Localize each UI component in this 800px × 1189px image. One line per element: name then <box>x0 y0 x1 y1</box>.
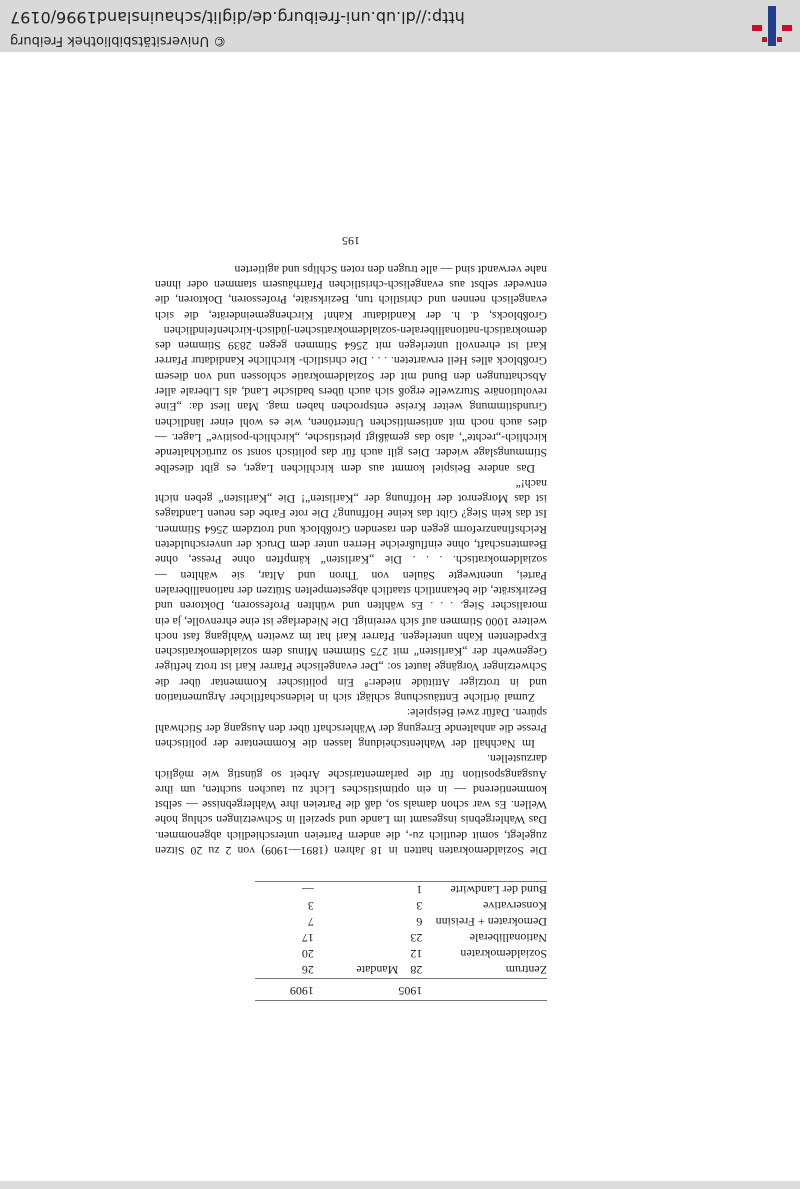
copyright-notice: © Universitätsbibliothek Freiburg <box>10 33 227 48</box>
party-name: Zentrum <box>505 963 547 977</box>
paragraph: Die Sozialdemokraten hatten in 18 Jahren (1891—1909) von 2 zu 20 Sitzen zugelegt, somit deutlich zu-, die andern Parteien unterschiedlich abgenommen. Das Wahlergebnis insgesamt im Lande und speziell in Schwetzingen schlug hohe Wellen. Es war schon damals so, daß die Parteien ihre Wahlergebnisse — selbst kommentierend — in ein optimistisches Licht zu tauchen suchten, um ihre Ausgangsposition für die parlamentarische Arbeit so günstig wie möglich darzustellen. <box>155 752 547 858</box>
table-row <box>255 914 547 930</box>
table-row <box>255 930 547 946</box>
seats-1909: 17 <box>301 931 314 945</box>
unit-label: Mandate <box>356 963 399 977</box>
document-url-link[interactable]: http://dl.ub.uni-freiburg.de/diglit/schauinsland1996/0197 <box>10 8 465 27</box>
unit-label <box>314 898 399 914</box>
paragraph: Im Nachhall der Wahlentscheidung lassen die Kommentare der politischen Presse die anhaltende Erregung der Wählerschaft über den Ausgang der Stichwahl spüren. Dafür zwei Beispiele: <box>155 706 547 751</box>
table-row <box>255 962 547 979</box>
university-library-logo-icon[interactable] <box>748 6 796 46</box>
election-results-table <box>255 881 547 1001</box>
footer-band <box>0 1181 800 1189</box>
table-row <box>255 898 547 914</box>
seats-1909: 26 <box>301 963 314 977</box>
party-name: Sozialdemokraten <box>460 947 547 961</box>
table-row <box>255 882 547 899</box>
seats-1905: 1 <box>398 882 422 899</box>
seats-1905: 23 <box>410 931 423 945</box>
seats-1905: 6 <box>416 915 423 929</box>
unit-label <box>314 946 399 962</box>
unit-label <box>314 882 399 899</box>
viewer-header-band <box>0 0 800 52</box>
seats-1905: 28 <box>410 963 423 977</box>
party-name: Konservative <box>483 899 547 913</box>
seats-1905: 3 <box>416 899 423 913</box>
unit-label <box>314 930 399 946</box>
party-name: Nationalliberale <box>469 931 547 945</box>
party-name: Demokraten + Freisinn <box>435 915 547 929</box>
table-header-1909: 1909 <box>255 979 314 1001</box>
seats-1909: 20 <box>301 947 314 961</box>
table-header-1905: 1905 <box>398 979 422 1001</box>
page-content <box>155 233 547 1001</box>
table-row <box>255 946 547 962</box>
table-header-unit <box>314 979 399 1001</box>
paragraph: Das andere Beispiel kommt aus dem kirchlichen Lager, es gibt dieselbe Stimmungslage wieder. Dies gilt auch für das politisch sonst so zurückhaltende kirchlich-„rechte“, also das gemäßigt pietistische, „kirchlich-positive“ Lager. — dies auch noch mit antisemitischen Untertönen, wie es wohl einer ländlichen Grundstimmung weiter Kreise entsprochen haben mag. Man liest da: „Eine revolutionäre Sturzwelle ergoß sich auch übers badische Land, als Liberale aller Abschattungen den Bund mit der Sozialdemokratie schlossen und von diesem Großblock alles Heil erwarteten. . . . Die christlich- kirchliche Kandidatur Pfarrer Karl ist ehrenvoll unterlegen mit 2564 Stimmen gegen 2839 Stimmen des demokratisch-nationalliberalen-sozialdemokratischen-jüdisch-kirchenfeindlichen Großblocks, d. h. der Kandidatur Kahn! Kirchengemeinderäte, die sich evangelisch nennen und christlich tun, Bezirksräte, Professoren, Doktoren, die entweder selbst aus evangelisch-christlichen Pfarrhäusern stammen oder ihnen nahe verwandt sind — alle trugen den roten Schlips und agitierten <box>155 262 547 476</box>
seats-1909: 7 <box>307 915 314 929</box>
seats-1909: — <box>255 882 314 899</box>
body-text <box>155 261 547 858</box>
seats-1905: 12 <box>410 947 423 961</box>
table-header-party <box>422 979 547 1001</box>
paragraph: Zumal örtliche Enttäuschung schlägt sich in leidenschaftlicher Argumentation und in trotziger Attitüde nieder:⁸ Ein politischer Kommentar über die Schwetzinger Vorgänge lautet so: „Der evangelische Pfarrer Karl ist trotz heftiger Gegenwehr der „Karlisten“ mit 275 Stimmen Minus dem sozialdemokratischen Expedienten Kahn unterlegen. Pfarrer Karl hat im zweiten Wahlgang fast noch weitere 1000 Stimmen auf sich vereinigt. Die Niederlage ist eine ehrenvolle, ja ein moralischer Sieg. . . . Es wählten und wühlten Professoren, Doktoren und Bezirksräte, die bekanntlich staatlich abgestempelten Stützen der nationalliberalen Partei, unentwegte Säulen von Thron und Altar, sie wählten — sozialdemokratisch. . . . Die „Karlisten“ kämpften ohne Presse, ohne Beamtenschaft, ohne einflußreiche Herren unter dem Druck der unverschuldeten Reichsfinanzreform gegen den rasenden Großblock und trotzdem 2564 Stimmen. Ist das kein Sieg? Gibt das keine Hoffnung? Die rote Farbe des neuen Landtages ist das Morgenrot der Hoffnung der „Karlisten“! Die „Karlisten“ geben nicht nach!“ <box>155 476 547 706</box>
page-number: 195 <box>342 234 360 249</box>
seats-1909: 3 <box>307 899 314 913</box>
unit-label <box>314 914 399 930</box>
party-name: Bund der Landwirte <box>422 882 547 899</box>
table-header-row <box>255 979 547 1001</box>
